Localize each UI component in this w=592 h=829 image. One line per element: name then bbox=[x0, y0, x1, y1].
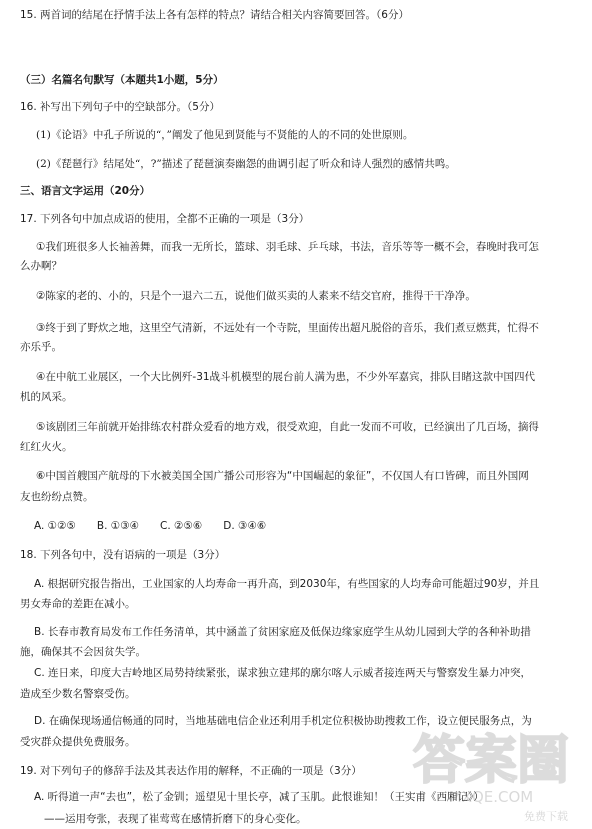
question-18-option-a-line-2: 男女寿命的差距在减小。 bbox=[20, 598, 136, 610]
question-18: 18. 下列各句中，没有语病的一项是（3分） bbox=[20, 549, 226, 561]
question-15: 15. 两首词的结尾在抒情手法上各有怎样的特点？请结合相关内容简要回答。（6分） bbox=[20, 9, 409, 21]
question-18-option-a-line-1: A. 根据研究报告指出，工业国家的人均寿命一再升高，到2030年，有些国家的人均寿命可能超过90岁，并且 bbox=[34, 578, 540, 590]
question-17-sentence-5-line-1: ⑤该剧团三年前就开始排练农村群众爱看的地方戏，很受欢迎，自此一发而不可收，已经演出了几百场，摘得 bbox=[36, 421, 539, 433]
question-18-option-d-line-1: D. 在确保现场通信畅通的同时，当地基础电信企业还利用手机定位积极协助搜救工作，设立便民服务点，为 bbox=[34, 715, 532, 727]
watermark-logo bbox=[396, 710, 586, 828]
question-18-option-c-line-2: 造成至少数名警察受伤。 bbox=[20, 688, 136, 700]
question-19-option-a-line-1: A. 听得道一声“去也”，松了金钏；遥望见十里长亭，减了玉肌。此恨谁知！（王实甫《西厢记》） bbox=[34, 791, 484, 803]
question-17-sentence-1-line-1: ①我们班很多人长袖善舞，而我一无所长，篮球、羽毛球、乒乓球，书法，音乐等等一概不会，春晚时我可怎 bbox=[36, 241, 539, 253]
question-17: 17. 下列各句中加点成语的使用，全都不正确的一项是（3分） bbox=[20, 213, 310, 225]
question-19: 19. 对下列句子的修辞手法及其表达作用的解释，不正确的一项是（3分） bbox=[20, 765, 362, 777]
question-17-sentence-4-line-1: ④在中航工业展区，一个大比例歼-31战斗机模型的展台前人满为患，不少外军嘉宾，排队目睹这款中国四代 bbox=[36, 371, 536, 383]
section-famous-quotes-heading: （三）名篇名句默写（本题共1小题，5分） bbox=[20, 74, 224, 86]
question-16-item-2: (2)《琵琶行》结尾处“，?”描述了琵琶演奏幽怨的曲调引起了听众和诗人强烈的感情共鸣。 bbox=[36, 158, 456, 170]
question-18-option-b-line-1: B. 长春市教育局发布工作任务清单，其中涵盖了贫困家庭及低保边缘家庭学生从幼儿园到大学的各种补助措 bbox=[34, 626, 531, 638]
question-18-option-c-line-1: C. 连日来，印度大吉岭地区局势持续紧张，谋求独立建邦的廓尔喀人示威者接连两天与警察发生暴力冲突， bbox=[34, 667, 532, 679]
question-17-sentence-2: ②陈家的老的、小的，只是个一退六二五，说他们做买卖的人素来不结交官府，推得干干净净。 bbox=[36, 290, 476, 302]
watermark-caption: 免费下载 bbox=[524, 810, 568, 823]
question-17-sentence-1-line-2: 么办啊？ bbox=[20, 260, 62, 272]
watermark-logo-text: 答案圈 bbox=[412, 731, 570, 791]
question-17-sentence-3-line-1: ③终于到了野炊之地，这里空气清新，不远处有一个寺院，里面传出超凡脱俗的音乐，我们煮豆燃萁，忙得不 bbox=[36, 322, 539, 334]
question-18-option-d-line-2: 受灾群众提供免费服务。 bbox=[20, 736, 136, 748]
question-17-sentence-6-line-2: 友也纷纷点赞。 bbox=[20, 491, 94, 503]
question-17-sentence-5-line-2: 红红火火。 bbox=[20, 441, 73, 453]
question-16: 16. 补写出下列句子中的空缺部分。（5分） bbox=[20, 101, 220, 113]
question-17-sentence-3-line-2: 亦乐乎。 bbox=[20, 341, 62, 353]
question-19-option-a-line-2: ——运用夸张，表现了崔莺莺在感情折磨下的身心变化。 bbox=[44, 813, 307, 825]
question-16-item-1: (1)《论语》中孔子所说的“，”阐发了他见到贤能与不贤能的人的不同的处世原则。 bbox=[36, 129, 414, 141]
watermark-url: MXQE.COM bbox=[448, 788, 534, 806]
question-17-sentence-6-line-1: ⑥中国首艘国产航母的下水被美国全国广播公司形容为“中国崛起的象征”，不仅国人有口皆碑，而且外国网 bbox=[36, 470, 529, 482]
question-18-option-b-line-2: 施，确保其不会因贫失学。 bbox=[20, 646, 146, 658]
question-17-options: A. ①②⑤ B. ①③④ C. ②⑤⑥ D. ③④⑥ bbox=[34, 520, 267, 532]
section-language-use-heading: 三、语言文字运用（20分） bbox=[20, 185, 151, 197]
question-17-sentence-4-line-2: 机的风采。 bbox=[20, 391, 73, 403]
